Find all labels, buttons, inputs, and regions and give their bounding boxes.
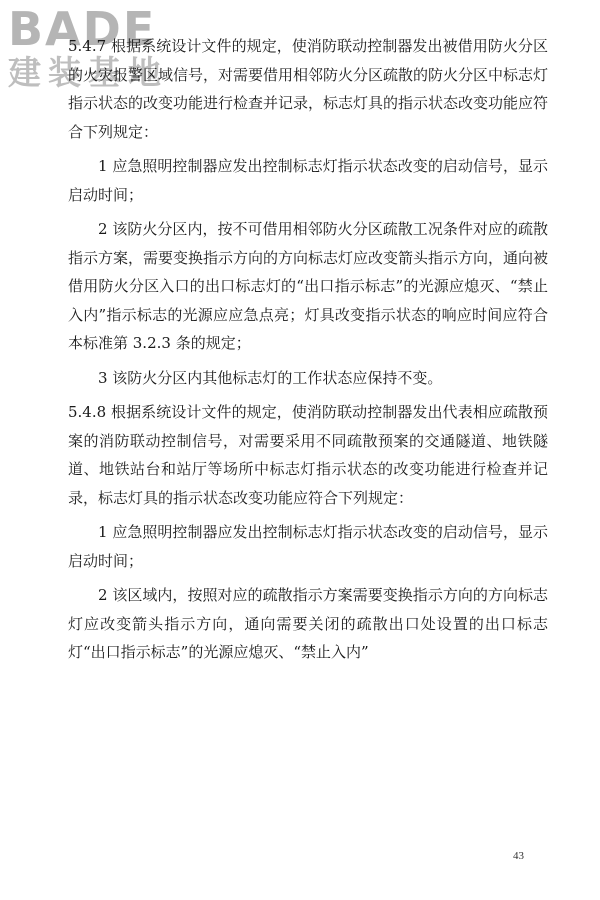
clause-5-4-7: 5.4.7 根据系统设计文件的规定，使消防联动控制器发出被借用防火分区的火灾报警区域信号，对需要借用相邻防火分区疏散的防火分区中标志灯指示状态的改变功能进行检查并记录，标志灯具的指示状态改变功能应符合下列规定： — [68, 37, 549, 141]
clause-5-4-7-item-1: 1 应急照明控制器应发出控制标志灯指示状态改变的启动信号，显示启动时间； — [68, 157, 548, 204]
document-body — [68, 32, 548, 673]
page-number: 43 — [513, 850, 524, 862]
clause-5-4-8: 5.4.8 根据系统设计文件的规定，使消防联动控制器发出代表相应疏散预案的消防联动控制信号，对需要采用不同疏散预案的交通隧道、地铁隧道、地铁站台和站厅等场所中标志灯指示状态的改变功能进行检查并记录，标志灯具的指示状态改变功能应符合下列规定： — [68, 403, 548, 507]
clause-5-4-8-item-1: 1 应急照明控制器应发出控制标志灯指示状态改变的启动信号，显示启动时间； — [68, 523, 548, 570]
watermark-latin: BADE — [8, 2, 157, 56]
clause-5-4-7-item-2: 2 该防火分区内，按不可借用相邻防火分区疏散工况条件对应的疏散指示方案，需要变换指示方向的方向标志灯应改变箭头指示方向，通向被借用防火分区入口的出口标志灯的“出口指示标志”的光源应熄灭、“禁止入内”指示标志的光源应应急点亮；灯具改变指示状态的响应时间应符合本标准第 3.2.3 条的规定； — [68, 220, 549, 352]
clause-5-4-7-item-3: 3 该防火分区内其他标志灯的工作状态应保持不变。 — [98, 368, 443, 387]
clause-5-4-8-item-2: 2 该区域内，按照对应的疏散指示方案需要变换指示方向的方向标志灯应改变箭头指示方向，通向需要关闭的疏散出口处设置的出口标志灯“出口指示标志”的光源应熄灭、“禁止入内” — [68, 586, 548, 661]
watermark-cjk: 建装基地 — [8, 53, 168, 92]
